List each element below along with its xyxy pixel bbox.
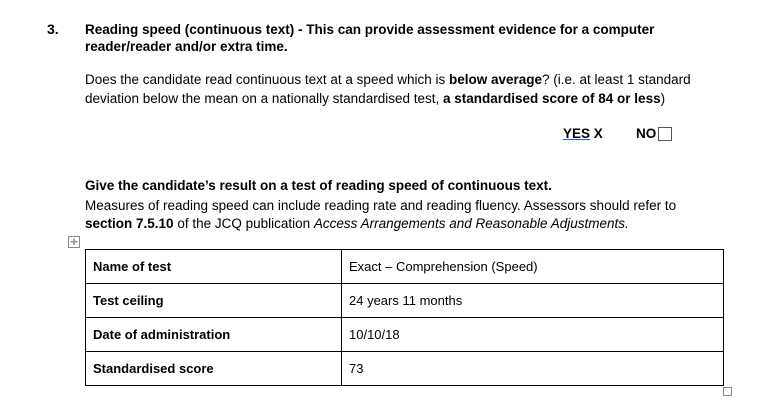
- row-label[interactable]: Name of test: [86, 250, 342, 284]
- yes-label: YES: [563, 126, 591, 141]
- table-row: [86, 352, 724, 386]
- question-bold-1: below average: [448, 72, 543, 87]
- section-number: 3.: [47, 21, 59, 37]
- result-desc-part-2: of the JCQ publication: [173, 216, 314, 231]
- question-text: [85, 70, 725, 108]
- table-resize-handle[interactable]: [723, 387, 732, 396]
- result-desc-bold: section 7.5.10: [85, 216, 174, 231]
- result-heading: Give the candidate’s result on a test of reading speed of continuous text.: [85, 178, 552, 193]
- row-value[interactable]: 24 years 11 months: [342, 284, 724, 318]
- question-bold-2: a standardised score of 84 or less: [442, 91, 661, 106]
- table-row: [86, 250, 724, 284]
- row-value[interactable]: Exact – Comprehension (Speed): [342, 250, 724, 284]
- table-row: [86, 318, 724, 352]
- row-label[interactable]: Test ceiling: [86, 284, 342, 318]
- yes-mark: X: [593, 126, 603, 141]
- row-label[interactable]: Date of administration: [86, 318, 342, 352]
- section-heading: Reading speed (continuous text) - This can provide assessment evidence for a computer reader/reader and/or extra time.: [85, 22, 655, 54]
- row-value[interactable]: 73: [342, 352, 724, 386]
- row-label[interactable]: Standardised score: [86, 352, 342, 386]
- yes-option[interactable]: [563, 126, 603, 141]
- no-checkbox[interactable]: [658, 127, 672, 141]
- result-description: [85, 197, 725, 233]
- results-table: [85, 249, 724, 386]
- table-row: [86, 284, 724, 318]
- row-value[interactable]: 10/10/18: [342, 318, 724, 352]
- question-part-3: ): [660, 91, 666, 106]
- no-label: NO: [636, 126, 657, 141]
- table-move-handle-icon[interactable]: ✛: [68, 236, 80, 248]
- result-desc-part-1: Measures of reading speed can include reading rate and reading fluency. Assessors should refer to: [85, 198, 677, 213]
- result-desc-italic: Access Arrangements and Reasonable Adjustments.: [313, 216, 629, 231]
- no-option[interactable]: [636, 126, 672, 141]
- question-part-1: Does the candidate read continuous text at a speed which is: [85, 72, 449, 87]
- question-part-2: ? (i.e. at least 1 standard deviation below the mean on a nationally standardised test,: [85, 72, 691, 106]
